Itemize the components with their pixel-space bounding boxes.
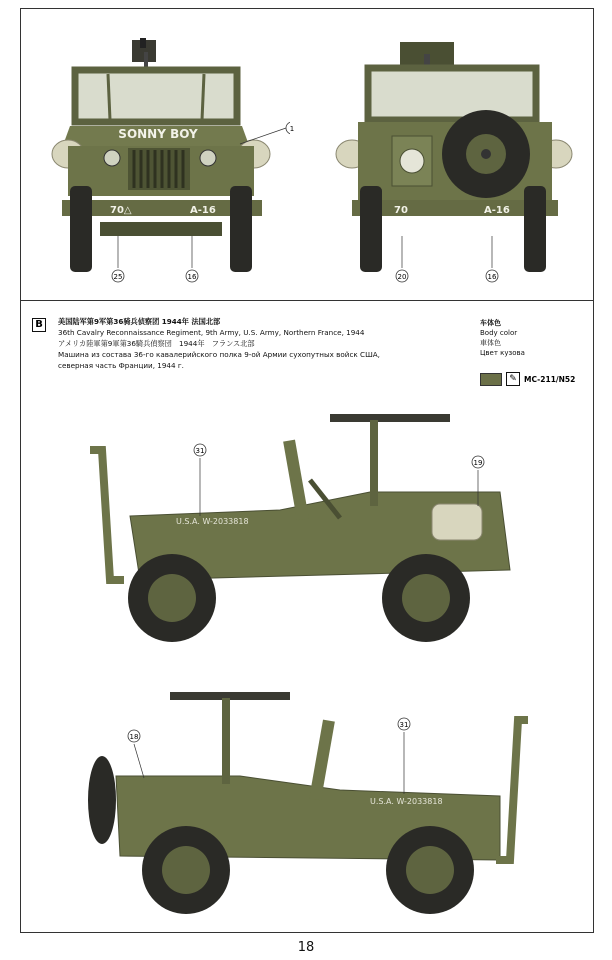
left-callout-19: 19 (473, 459, 483, 467)
rear-bumper-left: 70 (394, 205, 408, 216)
paint-swatch (480, 373, 502, 386)
front-callout-16: 16 (187, 273, 197, 281)
page-number: 18 (297, 940, 315, 955)
section-divider (20, 300, 594, 301)
front-callout-1: 1 (289, 125, 295, 133)
jeep-left-side-view (80, 400, 540, 660)
section-badge: B (32, 318, 46, 332)
color-legend (480, 318, 590, 358)
caption-en: 36th Cavalry Reconnaissance Regiment, 9th Army, U.S. Army, Northern France, 1944 (58, 328, 365, 337)
legend-ja: 車体色 (480, 339, 501, 347)
rear-callout-20: 20 (397, 273, 407, 281)
front-bumper-right: A-16 (190, 205, 216, 216)
paint-code: MC-211/N52 (524, 374, 576, 384)
front-bumper-left: 70△ (110, 205, 132, 216)
left-hood-text: U.S.A. W-2033818 (176, 517, 249, 526)
front-callout-25: 25 (113, 273, 123, 281)
front-callout-labels (40, 36, 300, 286)
brush-icon: ✎ (506, 372, 520, 386)
caption-ru-1: Машина из состава 36-го кавалерийского полка 9-ой Армии сухопутных войск США, (58, 350, 380, 359)
legend-en: Body color (480, 329, 518, 337)
caption-zh: 美国陆军第9军第36骑兵侦察团 1944年 法国北部 (58, 317, 221, 326)
jeep-right-side-view (80, 680, 540, 925)
right-hood-text: U.S.A. W-2033818 (370, 797, 443, 806)
paint-swatch-row (480, 372, 575, 386)
legend-zh: 车体色 (480, 319, 501, 327)
caption-ru-2: северная часть Франции, 1944 г. (58, 361, 184, 370)
right-callout-18: 18 (129, 733, 139, 741)
caption-ja: アメリカ陸軍第9軍第36騎兵偵察団 1944年 フランス北部 (58, 339, 255, 348)
front-hood-text: SONNY BOY (118, 127, 198, 141)
right-callout-31: 31 (399, 721, 409, 729)
left-callout-31: 31 (195, 447, 205, 455)
jeep-rear-view (330, 36, 580, 286)
rear-bumper-right: A-16 (484, 205, 510, 216)
section-caption (58, 316, 438, 371)
legend-ru: Цвет кузова (480, 349, 525, 357)
rear-callout-16: 16 (487, 273, 497, 281)
